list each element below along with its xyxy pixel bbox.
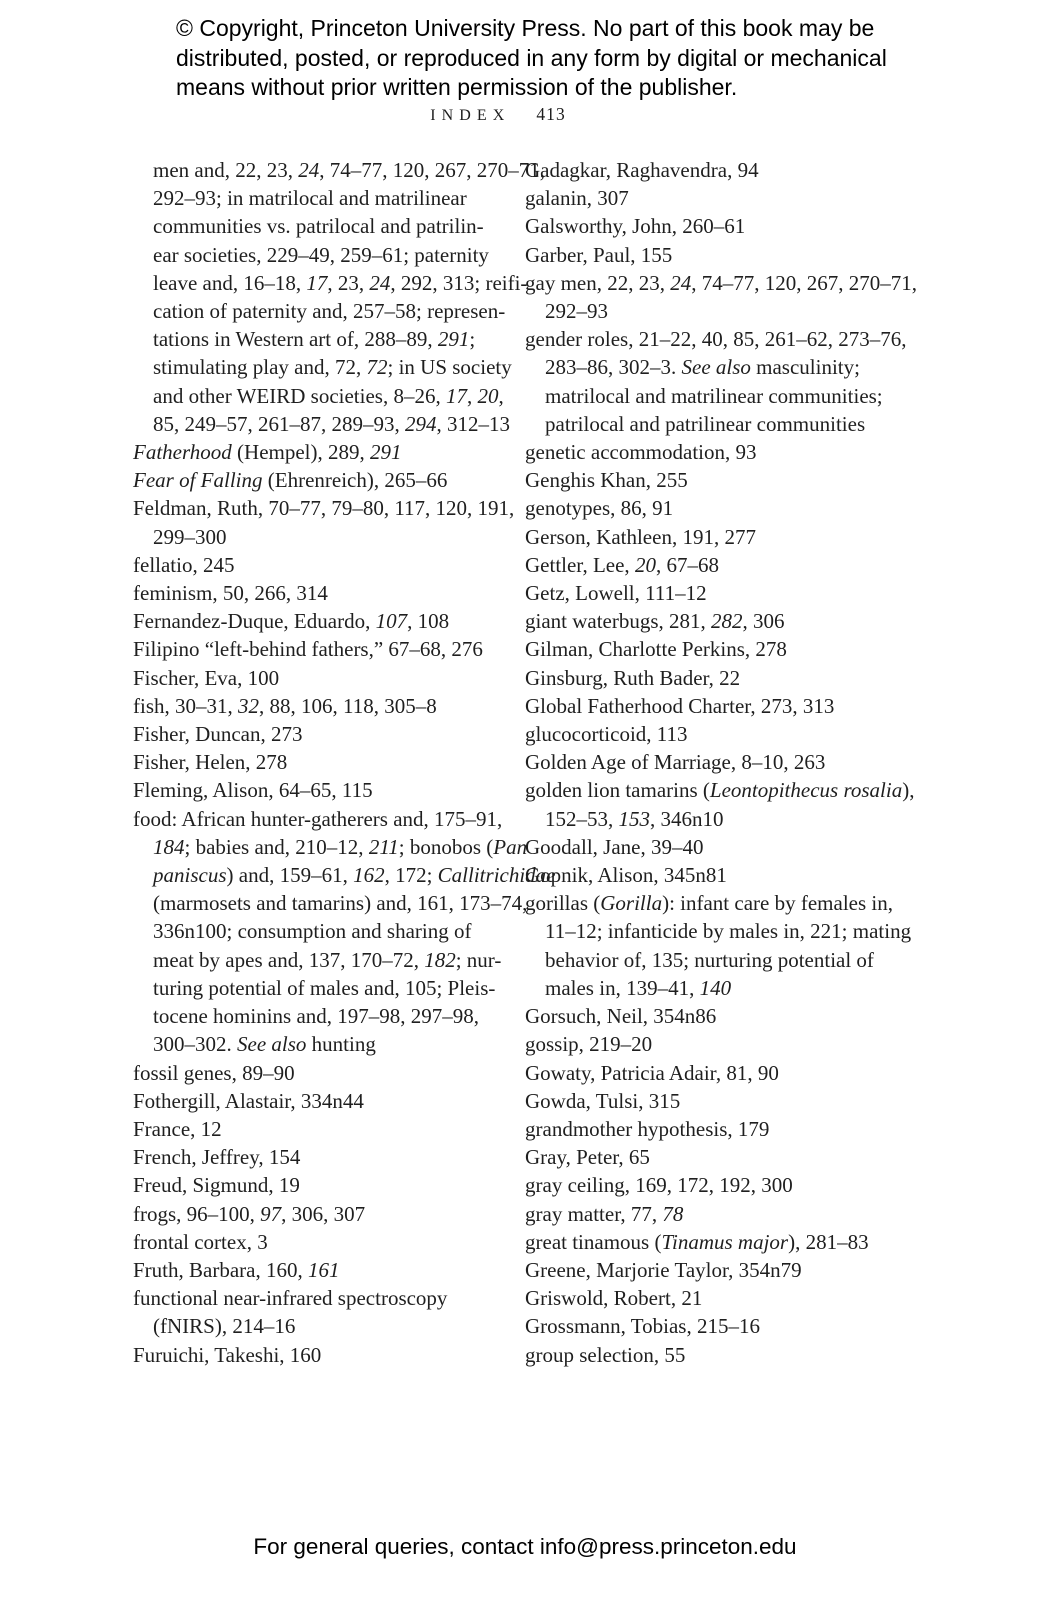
index-line: 152–53, 153, 346n10 [545, 806, 724, 831]
index-line: Gopnik, Alison, 345n81 [525, 863, 727, 888]
index-line: fossil genes, 89–90 [133, 1060, 295, 1085]
index-line: Gowaty, Patricia Adair, 81, 90 [525, 1060, 779, 1085]
index-line: gray matter, 77, 78 [525, 1201, 684, 1226]
index-column-right [525, 156, 1025, 1369]
index-line: great tinamous (Tinamus major), 281–83 [525, 1229, 869, 1254]
index-line: Genghis Khan, 255 [525, 468, 688, 493]
index-line: giant waterbugs, 281, 282, 306 [525, 609, 785, 634]
index-line: food: African hunter-gatherers and, 175–91, [133, 806, 503, 831]
index-line: Fear of Falling (Ehrenreich), 265–66 [133, 468, 448, 493]
index-line: leave and, 16–18, 17, 23, 24, 292, 313; reifi- [153, 270, 528, 295]
index-line: communities vs. patrilocal and patrilin- [153, 214, 484, 239]
index-line: tocene hominins and, 197–98, 297–98, [153, 1004, 480, 1029]
index-line: Ginsburg, Ruth Bader, 22 [525, 665, 741, 690]
index-line: males in, 139–41, 140 [545, 975, 732, 1000]
index-line: behavior of, 135; nurturing potential of [545, 947, 874, 972]
index-line: Grossmann, Tobias, 215–16 [525, 1314, 760, 1339]
index-line: fellatio, 245 [133, 552, 235, 577]
copyright-line: means without prior written permission of the publisher. [176, 74, 738, 100]
index-line: Gadagkar, Raghavendra, 94 [525, 158, 759, 182]
index-line: turing potential of males and, 105; Pleis- [153, 975, 496, 1000]
index-line: Fisher, Duncan, 273 [133, 722, 303, 747]
index-line: Gray, Peter, 65 [525, 1145, 650, 1170]
index-line: Fleming, Alison, 64–65, 115 [133, 778, 373, 803]
index-line: frogs, 96–100, 97, 306, 307 [133, 1201, 366, 1226]
copyright-line: © Copyright, Princeton University Press. No part of this book may be [176, 15, 875, 41]
index-line: stimulating play and, 72, 72; in US society [153, 355, 512, 380]
index-line: genetic accommodation, 93 [525, 440, 757, 465]
index-line: French, Jeffrey, 154 [133, 1145, 301, 1170]
index-line: 300–302. See also hunting [153, 1032, 376, 1057]
index-line: Getz, Lowell, 111–12 [525, 581, 707, 606]
index-line: gay men, 22, 23, 24, 74–77, 120, 267, 270–71, [525, 270, 917, 295]
index-line: Gowda, Tulsi, 315 [525, 1088, 681, 1113]
index-line: Fisher, Helen, 278 [133, 750, 288, 775]
index-heading: INDEX [430, 107, 511, 124]
index-line: (marmosets and tamarins) and, 161, 173–74, [153, 891, 528, 916]
index-line: Filipino “left-behind fathers,” 67–68, 276 [133, 637, 483, 662]
index-line: Greene, Marjorie Taylor, 354n79 [525, 1257, 802, 1282]
index-line: gray ceiling, 169, 172, 192, 300 [525, 1173, 793, 1198]
page-number: 413 [536, 104, 566, 124]
index-line: grandmother hypothesis, 179 [525, 1116, 770, 1141]
index-line: Fernandez-Duque, Eduardo, 107, 108 [133, 609, 450, 634]
index-line: Fruth, Barbara, 160, 161 [133, 1257, 340, 1282]
index-line: and other WEIRD societies, 8–26, 17, 20, [153, 383, 504, 408]
index-line: meat by apes and, 137, 170–72, 182; nur- [153, 947, 502, 972]
index-line: Fischer, Eva, 100 [133, 665, 280, 690]
index-line: ear societies, 229–49, 259–61; paternity [153, 242, 489, 267]
index-line: Furuichi, Takeshi, 160 [133, 1342, 322, 1367]
index-line: paniscus) and, 159–61, 162, 172; Callitrichidae [153, 863, 556, 888]
index-line: men and, 22, 23, 24, 74–77, 120, 267, 270–71, [153, 158, 545, 182]
index-line: Goodall, Jane, 39–40 [525, 834, 704, 859]
index-line: patrilocal and patrilinear communities [545, 411, 866, 436]
index-line: Gilman, Charlotte Perkins, 278 [525, 637, 787, 662]
index-line: Garber, Paul, 155 [525, 242, 673, 267]
index-line: 299–300 [153, 524, 227, 549]
index-line: Global Fatherhood Charter, 273, 313 [525, 693, 835, 718]
index-line: (fNIRS), 214–16 [153, 1314, 296, 1339]
index-line: golden lion tamarins (Leontopithecus rosalia), [525, 778, 915, 803]
index-line: Golden Age of Marriage, 8–10, 263 [525, 750, 826, 775]
running-head [0, 104, 996, 125]
index-line: gender roles, 21–22, 40, 85, 261–62, 273–76, [525, 327, 907, 352]
index-line: 184; babies and, 210–12, 211; bonobos (Pan [153, 834, 528, 859]
index-line: feminism, 50, 266, 314 [133, 581, 328, 606]
index-line: cation of paternity and, 257–58; represen- [153, 299, 506, 324]
copyright-line: distributed, posted, or reproduced in any form by digital or mechanical [176, 44, 887, 71]
index-line: functional near-infrared spectroscopy [133, 1286, 448, 1311]
index-line: 336n100; consumption and sharing of [153, 919, 472, 944]
index-line: matrilocal and matrilinear communities; [545, 383, 883, 408]
index-line: Griswold, Robert, 21 [525, 1286, 703, 1311]
index-line: 85, 249–57, 261–87, 289–93, 294, 312–13 [153, 411, 510, 436]
index-line: Fothergill, Alastair, 334n44 [133, 1088, 364, 1113]
index-line: Galsworthy, John, 260–61 [525, 214, 746, 239]
index-line: France, 12 [133, 1116, 222, 1141]
index-line: Gorsuch, Neil, 354n86 [525, 1004, 717, 1029]
index-line: 283–86, 302–3. See also masculinity; [545, 355, 860, 380]
index-line: Gerson, Kathleen, 191, 277 [525, 524, 756, 549]
index-line: gorillas (Gorilla): infant care by females in, [525, 891, 893, 916]
index-body [133, 156, 1025, 1369]
index-line: genotypes, 86, 91 [525, 496, 674, 521]
index-line: glucocorticoid, 113 [525, 722, 688, 747]
index-line: fish, 30–31, 32, 88, 106, 118, 305–8 [133, 693, 437, 718]
copyright-notice [176, 14, 887, 103]
contact-text: For general queries, contact info@press.princeton.edu [253, 1534, 797, 1559]
index-line: Fatherhood (Hempel), 289, 291 [133, 440, 402, 465]
index-line: 292–93 [545, 299, 608, 324]
index-column-left [133, 156, 556, 1369]
index-line: galanin, 307 [525, 186, 629, 211]
index-line: frontal cortex, 3 [133, 1229, 268, 1254]
index-line: gossip, 219–20 [525, 1032, 653, 1057]
index-line: 292–93; in matrilocal and matrilinear [153, 186, 467, 211]
index-line: tations in Western art of, 288–89, 291; [153, 327, 476, 352]
index-line: Freud, Sigmund, 19 [133, 1173, 300, 1198]
index-line: Feldman, Ruth, 70–77, 79–80, 117, 120, 191, [133, 496, 515, 521]
index-line: 11–12; infanticide by males in, 221; mating [545, 919, 912, 944]
index-line: Gettler, Lee, 20, 67–68 [525, 552, 719, 577]
index-line: group selection, 55 [525, 1342, 686, 1367]
page-footer [0, 1534, 1050, 1560]
